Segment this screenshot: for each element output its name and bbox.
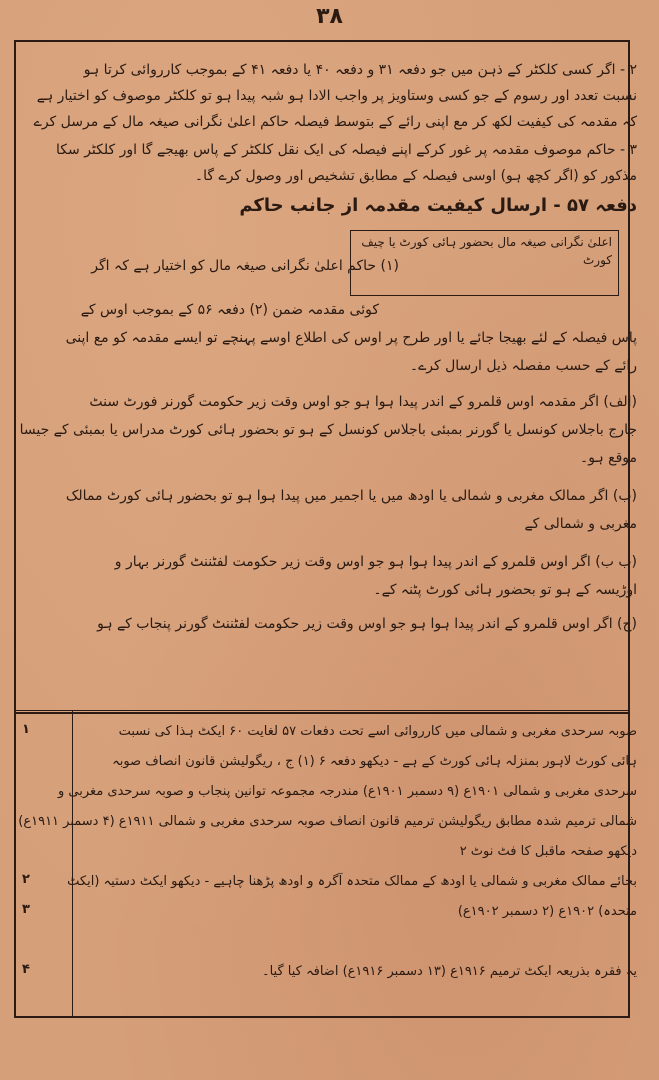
footnote-line-1: صوبہ سرحدی مغربی و شمالی میں کارروائی اسے تحت دفعات ۵۷ لغایت ۶۰ ایکٹ ہذا کی نسبت xyxy=(118,724,637,739)
body-line-17: (ج) اگر اوس قلمرو کے اندر پیدا ہوا ہو جو اوس وقت زیر حکومت لفٹننٹ گورنر پنجاب کے ہو xyxy=(97,616,637,632)
footnote-line-8: یہ فقرہ بذریعہ ایکٹ ترمیم ۱۹۱۶ع (۱۳ دسمبر ۱۹۱۶ع) اضافہ کیا گیا۔ xyxy=(261,964,637,979)
body-line-14: مغربی و شمالی کے xyxy=(524,516,637,532)
body-line-5: مذکور کو (اگر کچھ ہو) اوسی فیصلہ کے مطابق تشخیص اور وصول کرے گا۔ xyxy=(194,168,637,184)
body-line-10: (الف) اگر مقدمہ اوس قلمرو کے اندر پیدا ہوا ہو جو اوس وقت زیر حکومت گورنر فورٹ سنٹ xyxy=(89,394,637,410)
footnote-number-4: ۴ xyxy=(22,962,30,977)
page-number: ۳۸ xyxy=(316,4,343,29)
footnote-line-3: سرحدی مغربی و شمالی ۱۹۰۱ع (۹ دسمبر ۱۹۰۱ع) مندرجہ مجموعہ توانین پنجاب و صوبہ سرحدی مغربی و xyxy=(58,784,637,799)
footnote-number-2: ۲ xyxy=(22,872,30,887)
footnote-line-4: شمالی ترمیم شدہ مطابق ریگولیشن ترمیم قانون انصاف صوبہ سرحدی مغربی و شمالی ۱۹۱۱ع (۴ دسمبر ۱۹۱۱ع) xyxy=(18,814,637,829)
body-line-9: رائے کے حسب مفصلہ ذیل ارسال کرے۔ xyxy=(409,358,637,374)
body-line-6: (۱) حاکم اعلیٰ نگرانی صیغہ مال کو اختیار ہے کہ اگر xyxy=(91,258,399,274)
body-line-12: موقع ہو۔ xyxy=(580,450,637,466)
body-line-2: نسبت تعدد اور رسوم کے جو کسی وستاویز پر واجب الادا ہو شبہ پیدا ہو تو کلکٹر موصوف کو اختیار ہے xyxy=(36,88,637,104)
footnote-line-5: دیکھو صفحہ ماقبل کا فٹ نوٹ ۲ xyxy=(459,844,637,859)
body-line-13: (ب) اگر ممالک مغربی و شمالی یا اودھ میں یا اجمیر میں پیدا ہوا ہو تو بحضور ہائی کورٹ ممالک xyxy=(65,488,637,504)
body-line-11: جارج باجلاس کونسل یا گورنر بمبئی باجلاس کونسل کے ہو تو بحضور ہائی کورٹ مدراس یا بمبئی کے جیسا xyxy=(19,422,637,438)
footnote-line-7: متحدہ) ۱۹۰۲ع (۲ دسمبر ۱۹۰۲ع) xyxy=(457,904,637,919)
footnote-line-6: بجائے ممالک مغربی و شمالی یا اودھ کے ممالک متحدہ آگرہ و اودھ پڑھنا چاہیے - دیکھو ایکٹ دستیہ (ایکٹ xyxy=(67,874,637,889)
section-heading: دفعہ ۵۷ - ارسال کیفیت مقدمہ از جانب حاکم xyxy=(239,195,637,216)
body-line-16: اوڑیسہ کے ہو تو بحضور ہائی کورٹ پٹنہ کے۔ xyxy=(373,582,637,598)
body-line-4: ۳ - حاکم موصوف مقدمہ پر غور کرکے اپنے فیصلہ کی ایک نقل کلکٹر کے پاس بھیجے گا اور کلکٹر سکا xyxy=(56,142,637,158)
body-line-1: ۲ - اگر کسی کلکٹر کے ذہن میں جو دفعہ ۳۱ و دفعہ ۴۰ یا دفعہ ۴۱ کے بموجب کارروائی کرتا ہو xyxy=(83,62,637,78)
boxed-heading: اعلیٰ نگرانی صیغہ مال بحضور ہائی کورٹ یا چیف کورٹ xyxy=(350,230,619,296)
body-line-7: کوئی مقدمہ ضمن (۲) دفعہ ۵۶ کے بموجب اوس کے xyxy=(80,302,379,318)
body-line-8: پاس فیصلہ کے لئے بھیجا جائے یا اور طرح پر اوس کی اطلاع اوسے پہنچے تو ایسے مقدمہ کو مع اپنی xyxy=(65,330,637,346)
footnote-line-2: ہائی کورٹ لاہور بمنزلہ ہائی کورٹ کے ہے - دیکھو دفعہ ۶ (۱) ج ، ریگولیشن قانون انصاف صوبہ xyxy=(112,754,637,769)
body-line-15: (ب ب) اگر اوس قلمرو کے اندر پیدا ہوا ہو جو اوس وقت زیر حکومت لفٹننٹ گورنر بہار و xyxy=(114,554,637,570)
footnote-number-1: ۱ xyxy=(22,722,30,737)
footnote-number-3: ۳ xyxy=(22,902,30,917)
body-line-3: کہ مقدمہ کی کیفیت لکھ کر مع اپنی رائے کے بتوسط فیصلہ حاکم اعلیٰ نگرانی صیغہ مال کے مرسل کرے xyxy=(33,114,637,130)
